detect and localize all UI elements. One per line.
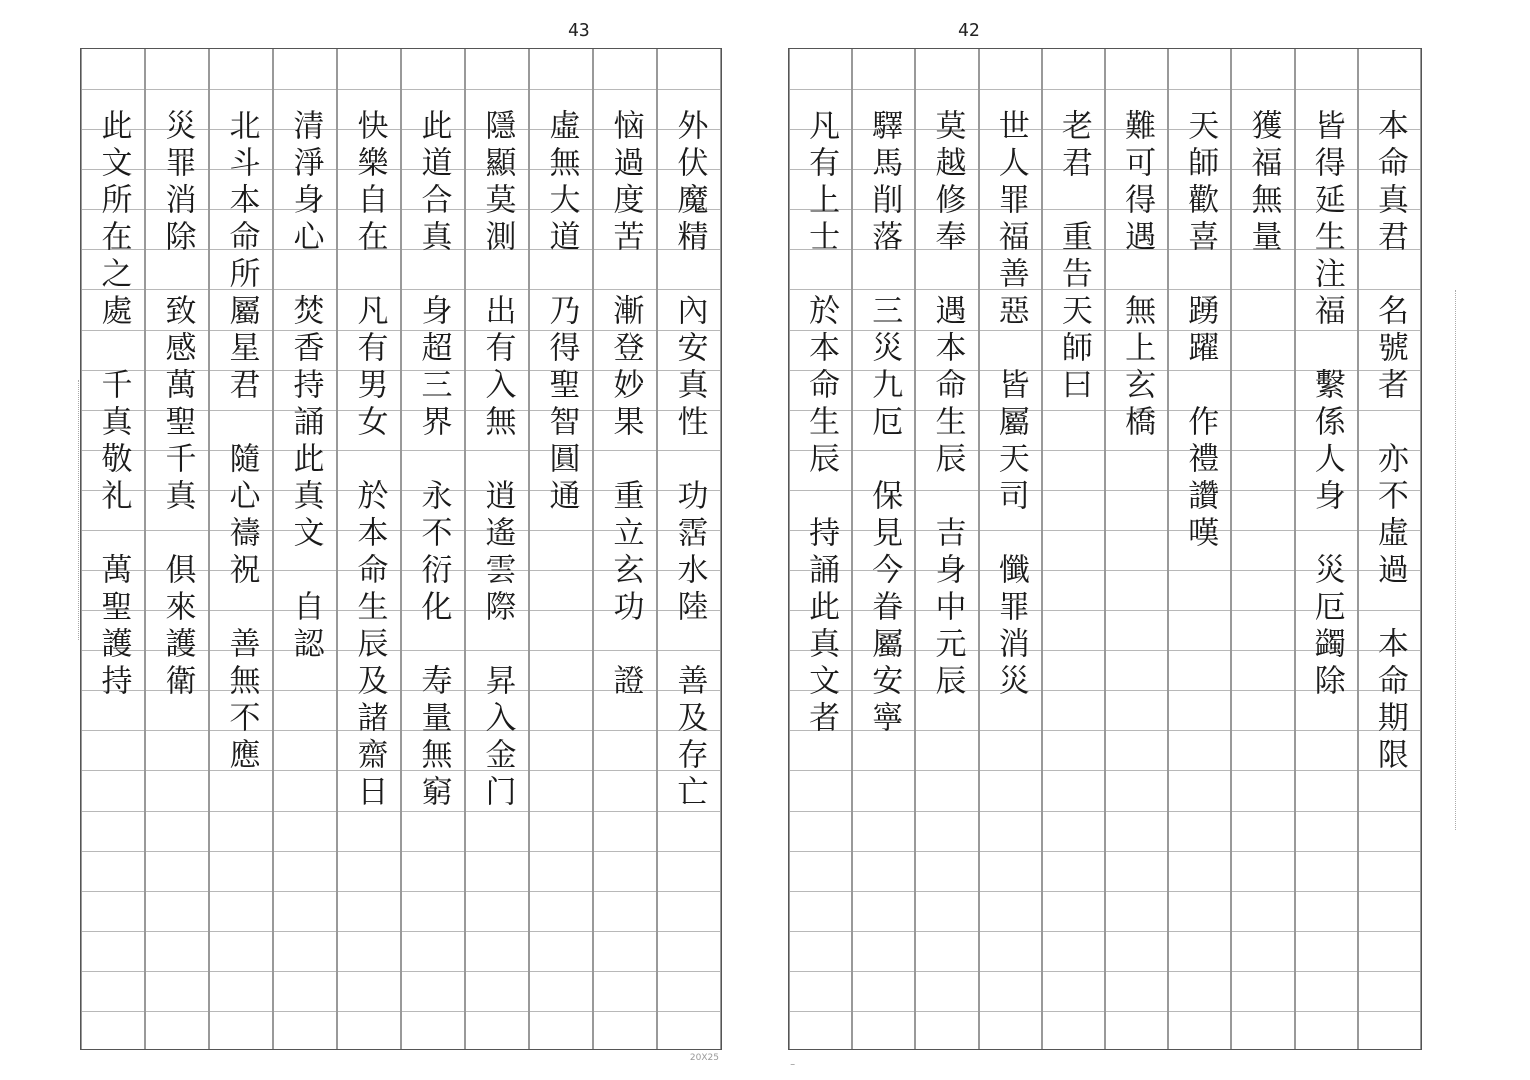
text-column [789, 49, 852, 1049]
column-text: 隱顯莫測 出有入無 逍遙雲際 昇入金门 [479, 109, 516, 812]
text-column [337, 49, 401, 1049]
column-text: 災罪消除 致感萬聖千真 俱來護衛 [159, 109, 196, 701]
column-text: 難可得遇 無上玄橋 [1119, 109, 1156, 442]
text-column [657, 49, 721, 1049]
column-text: 世人罪福善惡 皆屬天司 懺罪消災 [992, 109, 1029, 701]
page-number-left: 43 [568, 20, 590, 41]
text-column [1042, 49, 1105, 1049]
text-column [1295, 49, 1358, 1049]
text-column [529, 49, 593, 1049]
column-text: 驛馬削落 三災九厄 保見今眷屬安寧 [866, 109, 903, 738]
text-column [401, 49, 465, 1049]
column-text: 獲福無量 [1245, 109, 1282, 257]
binding-margin-right [1455, 290, 1468, 830]
column-text: 北斗本命所屬星君 隨心禱祝 善無不應 [223, 109, 260, 775]
manuscript-page-right [788, 48, 1422, 1050]
text-column [1168, 49, 1231, 1049]
text-column [852, 49, 915, 1049]
column-text: 清淨身心 焚香持誦此真文 自認 [287, 109, 324, 664]
column-text: 莫越修奉 遇本命生辰 吉身中元辰 [929, 109, 966, 701]
column-text: 凡有上士 於本命生辰 持誦此真文者 [803, 109, 840, 738]
column-text: 天師歡喜 踴躍 作禮讚嘆 [1182, 109, 1219, 553]
text-column [209, 49, 273, 1049]
column-text: 此道合真 身超三界 永不衍化 寿量無窮 [415, 109, 452, 812]
page-number-right: 42 [958, 20, 980, 41]
text-column [145, 49, 209, 1049]
column-text: 本命真君 名號者 亦不虛過 本命期限 [1371, 109, 1408, 775]
grid-size-label: 20X25 [689, 1053, 719, 1063]
text-column [1105, 49, 1168, 1049]
text-column [1231, 49, 1294, 1049]
text-column [979, 49, 1042, 1049]
column-text: 恼過度苦 漸登妙果 重立玄功 證 [607, 109, 644, 701]
column-text: 此文所在之處 千真敬礼 萬聖護持 [95, 109, 132, 701]
binding-margin-left [78, 380, 91, 640]
manuscript-page-left [80, 48, 722, 1063]
text-column [273, 49, 337, 1049]
column-text: 虛無大道 乃得聖智圓通 [543, 109, 580, 516]
column-text: 外伏魔精 內安真性 功霑水陸 善及存亡 [671, 109, 708, 812]
text-column [1358, 49, 1421, 1049]
text-column [915, 49, 978, 1049]
text-column [593, 49, 657, 1049]
text-column [465, 49, 529, 1049]
column-text: 老君 重告天師曰 [1055, 109, 1092, 405]
column-text: 皆得延生注福 繫係人身 災厄蠲除 [1308, 109, 1345, 701]
column-text: 快樂自在 凡有男女 於本命生辰及諸齋日 [351, 109, 388, 812]
scan-mark: ⁻ [790, 1062, 796, 1073]
